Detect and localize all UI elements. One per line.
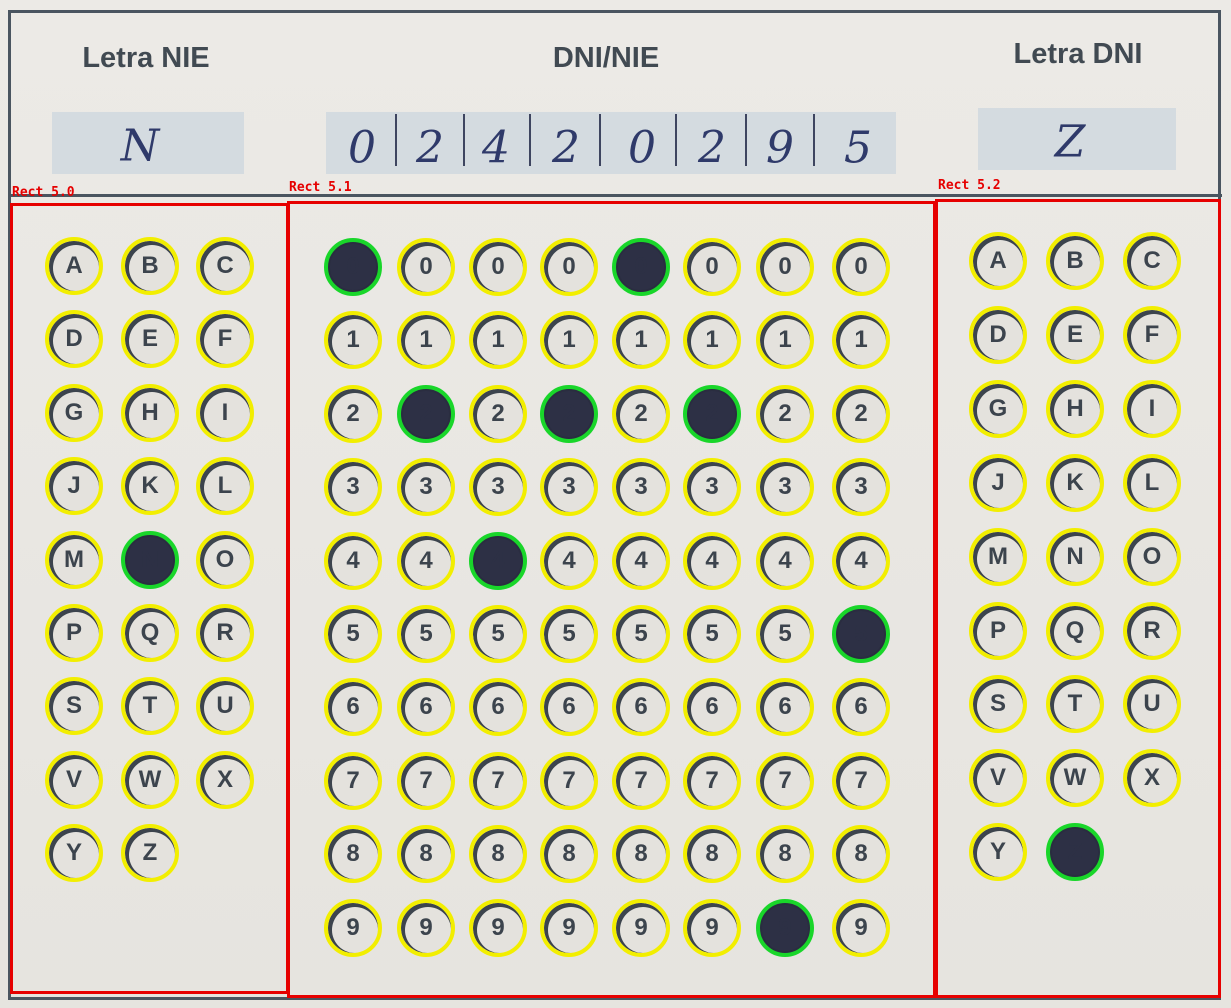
dni-bubble-col4-5[interactable]: 5 <box>540 605 598 663</box>
dni-bubble-col8-2[interactable]: 2 <box>832 385 890 443</box>
rect-label-dni: Rect 5.1 <box>289 180 352 195</box>
dni-bubble-col6-6[interactable]: 6 <box>683 678 741 736</box>
dni-bubble-col1-5[interactable]: 5 <box>324 605 382 663</box>
dni-bubble-col7-6[interactable]: 6 <box>756 678 814 736</box>
nie-bubble-y[interactable]: Y <box>45 824 103 882</box>
nie-bubble-d[interactable]: D <box>45 310 103 368</box>
dni-bubble-col5-9[interactable]: 9 <box>612 899 670 957</box>
digit-separator <box>529 114 531 166</box>
dni-bubble-col2-7[interactable]: 7 <box>397 752 455 810</box>
letra-dni-bubble-s[interactable]: S <box>969 675 1027 733</box>
letra-dni-bubble-n[interactable]: N <box>1046 528 1104 586</box>
nie-bubble-p[interactable]: P <box>45 604 103 662</box>
digit-separator <box>675 114 677 166</box>
letra-dni-bubble-y[interactable]: Y <box>969 823 1027 881</box>
handwritten-letra-nie: N <box>120 120 160 172</box>
dni-bubble-col8-0[interactable]: 0 <box>832 238 890 296</box>
dni-bubble-col4-2[interactable]: 2 <box>540 385 598 443</box>
nie-bubble-z[interactable]: Z <box>121 824 179 882</box>
dni-bubble-col5-0[interactable]: 0 <box>612 238 670 296</box>
dni-bubble-col7-1[interactable]: 1 <box>756 311 814 369</box>
dni-bubble-col2-1[interactable]: 1 <box>397 311 455 369</box>
dni-bubble-col4-6[interactable]: 6 <box>540 678 598 736</box>
dni-bubble-col4-8[interactable]: 8 <box>540 825 598 883</box>
dni-bubble-col6-8[interactable]: 8 <box>683 825 741 883</box>
letra-dni-bubble-f[interactable]: F <box>1123 306 1181 364</box>
nie-bubble-w[interactable]: W <box>121 751 179 809</box>
dni-bubble-col7-9[interactable]: 9 <box>756 899 814 957</box>
dni-bubble-col2-5[interactable]: 5 <box>397 605 455 663</box>
field-dni-nie <box>326 112 896 174</box>
dni-bubble-col8-5[interactable]: 5 <box>832 605 890 663</box>
handwritten-dni-digit: 0 <box>348 122 376 174</box>
nie-bubble-e[interactable]: E <box>121 310 179 368</box>
nie-bubble-c[interactable]: C <box>196 237 254 295</box>
dni-bubble-col4-3[interactable]: 3 <box>540 458 598 516</box>
nie-bubble-v[interactable]: V <box>45 751 103 809</box>
dni-bubble-col7-5[interactable]: 5 <box>756 605 814 663</box>
dni-bubble-col3-4[interactable]: 4 <box>469 532 527 590</box>
letra-dni-bubble-c[interactable]: C <box>1123 232 1181 290</box>
dni-bubble-col2-9[interactable]: 9 <box>397 899 455 957</box>
dni-bubble-col3-3[interactable]: 3 <box>469 458 527 516</box>
dni-bubble-col6-5[interactable]: 5 <box>683 605 741 663</box>
handwritten-dni-digit: 9 <box>766 122 794 174</box>
nie-bubble-o[interactable]: O <box>196 531 254 589</box>
letra-dni-bubble-r[interactable]: R <box>1123 602 1181 660</box>
digit-separator <box>395 114 397 166</box>
letra-dni-bubble-a[interactable]: A <box>969 232 1027 290</box>
handwritten-dni-digit: 0 <box>628 122 656 174</box>
dni-bubble-col7-8[interactable]: 8 <box>756 825 814 883</box>
dni-bubble-col2-3[interactable]: 3 <box>397 458 455 516</box>
nie-bubble-r[interactable]: R <box>196 604 254 662</box>
digit-separator <box>463 114 465 166</box>
dni-bubble-col5-8[interactable]: 8 <box>612 825 670 883</box>
letra-dni-bubble-e[interactable]: E <box>1046 306 1104 364</box>
dni-bubble-col2-6[interactable]: 6 <box>397 678 455 736</box>
digit-separator <box>813 114 815 166</box>
heading-letra-dni: Letra DNI <box>1013 38 1143 70</box>
letra-dni-bubble-v[interactable]: V <box>969 749 1027 807</box>
dni-bubble-col3-6[interactable]: 6 <box>469 678 527 736</box>
dni-bubble-col8-1[interactable]: 1 <box>832 311 890 369</box>
dni-bubble-col1-9[interactable]: 9 <box>324 899 382 957</box>
letra-dni-bubble-g[interactable]: G <box>969 380 1027 438</box>
handwritten-dni-digit: 2 <box>552 122 580 174</box>
digit-separator <box>745 114 747 166</box>
letra-dni-bubble-o[interactable]: O <box>1123 528 1181 586</box>
letra-dni-bubble-q[interactable]: Q <box>1046 602 1104 660</box>
dni-bubble-col5-4[interactable]: 4 <box>612 532 670 590</box>
dni-bubble-col4-1[interactable]: 1 <box>540 311 598 369</box>
letra-dni-bubble-w[interactable]: W <box>1046 749 1104 807</box>
digit-separator <box>599 114 601 166</box>
dni-bubble-col1-1[interactable]: 1 <box>324 311 382 369</box>
handwritten-dni-digit: 2 <box>698 122 726 174</box>
dni-bubble-col8-7[interactable]: 7 <box>832 752 890 810</box>
nie-bubble-b[interactable]: B <box>121 237 179 295</box>
dni-bubble-col6-7[interactable]: 7 <box>683 752 741 810</box>
dni-bubble-col5-6[interactable]: 6 <box>612 678 670 736</box>
handwritten-dni-digit: 5 <box>844 122 872 174</box>
dni-bubble-col5-3[interactable]: 3 <box>612 458 670 516</box>
dni-bubble-col1-0[interactable]: 0 <box>324 238 382 296</box>
dni-bubble-col1-8[interactable]: 8 <box>324 825 382 883</box>
dni-bubble-col4-7[interactable]: 7 <box>540 752 598 810</box>
nie-bubble-a[interactable]: A <box>45 237 103 295</box>
dni-bubble-col5-1[interactable]: 1 <box>612 311 670 369</box>
letra-dni-bubble-k[interactable]: K <box>1046 454 1104 512</box>
heading-dni-nie: DNI/NIE <box>552 42 660 74</box>
dni-bubble-col3-5[interactable]: 5 <box>469 605 527 663</box>
letra-dni-bubble-p[interactable]: P <box>969 602 1027 660</box>
nie-bubble-q[interactable]: Q <box>121 604 179 662</box>
dni-bubble-col4-0[interactable]: 0 <box>540 238 598 296</box>
header-divider <box>10 194 1222 197</box>
dni-bubble-col2-0[interactable]: 0 <box>397 238 455 296</box>
dni-bubble-col6-3[interactable]: 3 <box>683 458 741 516</box>
heading-letra-nie: Letra NIE <box>82 42 210 74</box>
dni-bubble-col2-4[interactable]: 4 <box>397 532 455 590</box>
nie-bubble-u[interactable]: U <box>196 677 254 735</box>
dni-bubble-col1-7[interactable]: 7 <box>324 752 382 810</box>
letra-dni-bubble-m[interactable]: M <box>969 528 1027 586</box>
rect-label-letra-dni: Rect 5.2 <box>938 178 1001 193</box>
nie-bubble-n[interactable]: N <box>121 531 179 589</box>
nie-bubble-m[interactable]: M <box>45 531 103 589</box>
dni-bubble-col8-6[interactable]: 6 <box>832 678 890 736</box>
nie-bubble-j[interactable]: J <box>45 457 103 515</box>
dni-bubble-col5-5[interactable]: 5 <box>612 605 670 663</box>
letra-dni-bubble-t[interactable]: T <box>1046 675 1104 733</box>
dni-bubble-col6-9[interactable]: 9 <box>683 899 741 957</box>
nie-bubble-s[interactable]: S <box>45 677 103 735</box>
nie-bubble-f[interactable]: F <box>196 310 254 368</box>
dni-bubble-col3-2[interactable]: 2 <box>469 385 527 443</box>
handwritten-dni-digit: 4 <box>482 122 510 174</box>
dni-bubble-col7-7[interactable]: 7 <box>756 752 814 810</box>
nie-bubble-g[interactable]: G <box>45 384 103 442</box>
dni-bubble-col7-2[interactable]: 2 <box>756 385 814 443</box>
letra-dni-bubble-z[interactable]: Z <box>1046 823 1104 881</box>
dni-bubble-col6-1[interactable]: 1 <box>683 311 741 369</box>
dni-bubble-col3-7[interactable]: 7 <box>469 752 527 810</box>
letra-dni-bubble-b[interactable]: B <box>1046 232 1104 290</box>
rect-label-nie: Rect 5.0 <box>12 185 75 200</box>
nie-bubble-i[interactable]: I <box>196 384 254 442</box>
nie-bubble-t[interactable]: T <box>121 677 179 735</box>
letra-dni-bubble-d[interactable]: D <box>969 306 1027 364</box>
letra-dni-bubble-l[interactable]: L <box>1123 454 1181 512</box>
dni-bubble-col3-8[interactable]: 8 <box>469 825 527 883</box>
letra-dni-bubble-x[interactable]: X <box>1123 749 1181 807</box>
dni-bubble-col6-4[interactable]: 4 <box>683 532 741 590</box>
dni-bubble-col2-8[interactable]: 8 <box>397 825 455 883</box>
dni-bubble-col8-3[interactable]: 3 <box>832 458 890 516</box>
dni-bubble-col1-6[interactable]: 6 <box>324 678 382 736</box>
dni-bubble-col8-8[interactable]: 8 <box>832 825 890 883</box>
dni-bubble-col1-3[interactable]: 3 <box>324 458 382 516</box>
dni-bubble-col7-3[interactable]: 3 <box>756 458 814 516</box>
dni-bubble-col4-4[interactable]: 4 <box>540 532 598 590</box>
dni-bubble-col8-4[interactable]: 4 <box>832 532 890 590</box>
letra-dni-bubble-u[interactable]: U <box>1123 675 1181 733</box>
dni-bubble-col3-0[interactable]: 0 <box>469 238 527 296</box>
nie-bubble-h[interactable]: H <box>121 384 179 442</box>
letra-dni-bubble-j[interactable]: J <box>969 454 1027 512</box>
nie-bubble-k[interactable]: K <box>121 457 179 515</box>
letra-dni-bubble-h[interactable]: H <box>1046 380 1104 438</box>
dni-bubble-col5-2[interactable]: 2 <box>612 385 670 443</box>
dni-bubble-col8-9[interactable]: 9 <box>832 899 890 957</box>
dni-bubble-col1-4[interactable]: 4 <box>324 532 382 590</box>
dni-bubble-col2-2[interactable]: 2 <box>397 385 455 443</box>
dni-bubble-col7-4[interactable]: 4 <box>756 532 814 590</box>
dni-bubble-col3-1[interactable]: 1 <box>469 311 527 369</box>
letra-dni-bubble-i[interactable]: I <box>1123 380 1181 438</box>
nie-bubble-x[interactable]: X <box>196 751 254 809</box>
handwritten-letra-dni: Z <box>1054 116 1086 168</box>
dni-bubble-col5-7[interactable]: 7 <box>612 752 670 810</box>
dni-bubble-col4-9[interactable]: 9 <box>540 899 598 957</box>
dni-bubble-col1-2[interactable]: 2 <box>324 385 382 443</box>
handwritten-dni-digit: 2 <box>416 122 444 174</box>
dni-bubble-col6-2[interactable]: 2 <box>683 385 741 443</box>
nie-bubble-l[interactable]: L <box>196 457 254 515</box>
dni-bubble-col6-0[interactable]: 0 <box>683 238 741 296</box>
dni-bubble-col7-0[interactable]: 0 <box>756 238 814 296</box>
dni-bubble-col3-9[interactable]: 9 <box>469 899 527 957</box>
